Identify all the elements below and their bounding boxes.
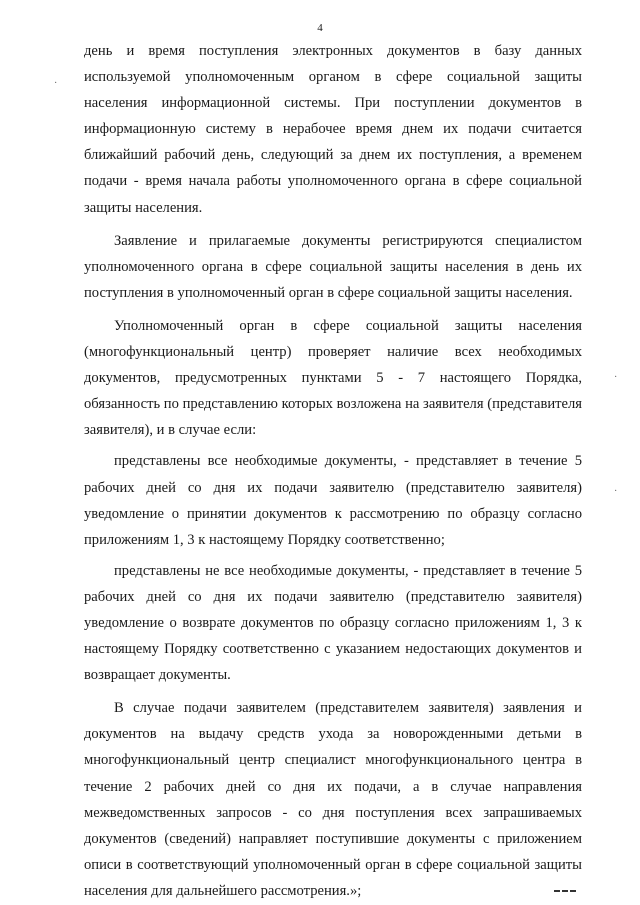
scan-margin-mark: ·: [54, 78, 58, 89]
paragraph-continuation: день и время поступления электронных документов в базу данных используемой уполномоченным органом в сфере социальной защиты населения информационной системы. При поступлении документов в информационную систему в нерабочее время днем их подачи считается ближайший рабочий день, следующий за днем их поступления, а временем подачи - время начала работы уполномоченного органа в сфере социальной защиты населения.: [84, 43, 582, 216]
paragraph-all-documents: представлены все необходимые документы, - представляет в течение 5 рабочих дней со дня их подачи заявителю (представителю заявителя) уведомление о принятии документов к рассмотрению по образцу согласно приложениям 1, 3 к настоящему Порядку соответственно;: [84, 453, 582, 548]
paragraph-registration: Заявление и прилагаемые документы регистрируются специалистом уполномоченного органа в сфере социальной защиты населения в день их поступления в уполномоченный орган в сфере социальной защиты населения.: [84, 232, 582, 301]
scan-margin-mark-right: ·: [614, 372, 618, 383]
scan-footer-mark: [554, 890, 576, 895]
page-number: 4: [317, 22, 323, 34]
scan-margin-mark-right-2: ·: [614, 486, 618, 497]
paragraph-verification: Уполномоченный орган в сфере социальной защиты населения (многофункциональный центр) проверяет наличие всех необходимых документов, предусмотренных пунктами 5 - 7 настоящего Порядка, обязанность по представлению которых возложена на заявителя (представителя заявителя), и в случае если:: [84, 317, 582, 439]
document-body: [84, 38, 582, 904]
paragraph-missing-documents: представлены не все необходимые документы, - представляет в течение 5 рабочих дней со дня их подачи заявителю (представителю заявителя) уведомление о возврате документов по образцу согласно приложениям 1, 3 к настоящему Порядку соответственно с указанием недостающих документов и возвращает документы.: [84, 562, 582, 684]
paragraph-mfc-submission: В случае подачи заявителем (представителем заявителя) заявления и документов на выдачу средств ухода за новорожденными детьми в многофункциональный центр специалист многофункционального центра в течение 2 рабочих дней со дня их подачи, а в случае направления межведомственных запросов - со дня поступления всех запрашиваемых документов (сведений) направляет поступившие документы с приложением описи в соответствующий уполномоченный орган в сфере социальной защиты населения для дальнейшего рассмотрения.»;: [84, 700, 582, 899]
